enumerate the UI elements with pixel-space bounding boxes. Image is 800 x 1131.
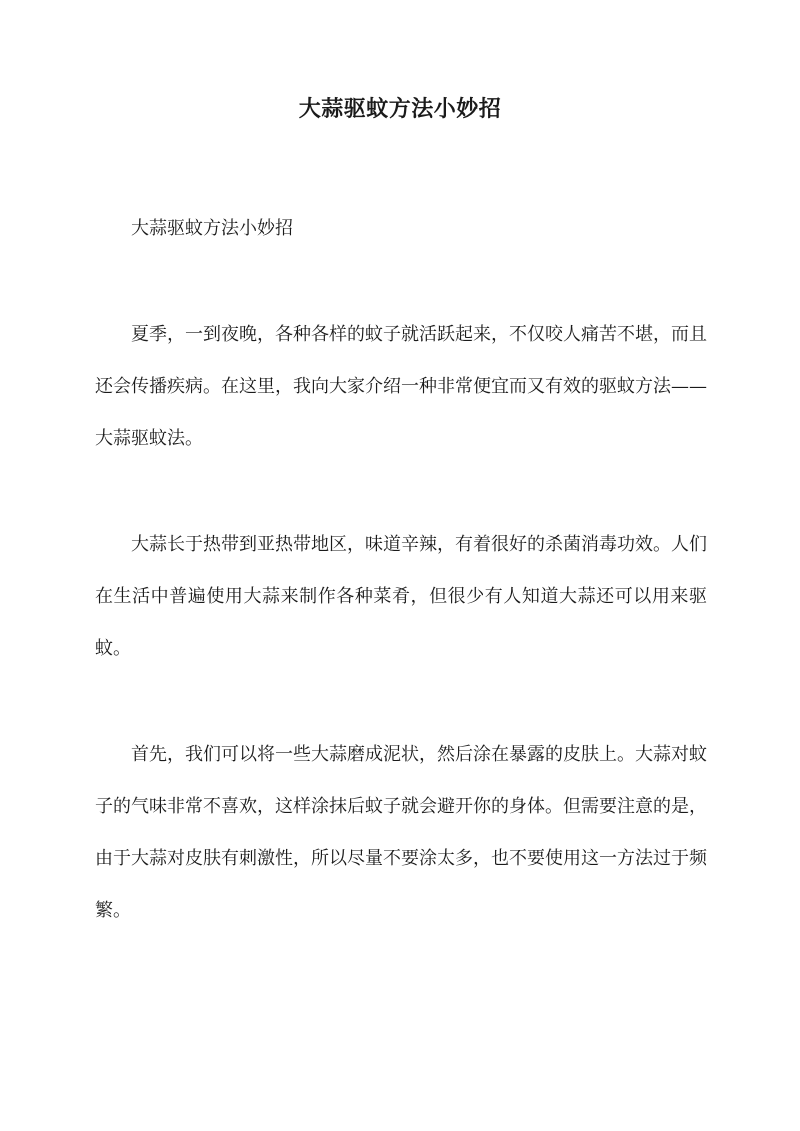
document-title: 大蒜驱蚊方法小妙招 bbox=[298, 96, 502, 122]
paragraph-intro: 夏季，一到夜晚，各种各样的蚊子就活跃起来，不仅咬人痛苦不堪，而且还会传播疾病。在这里，我向大家介绍一种非常便宜而又有效的驱蚊方法——大蒜驱蚊法。 bbox=[95, 324, 707, 449]
paragraph-method: 首先，我们可以将一些大蒜磨成泥状，然后涂在暴露的皮肤上。大蒜对蚊子的气味非常不喜欢，这样涂抹后蚊子就会避开你的身体。但需要注意的是，由于大蒜对皮肤有刺激性，所以尽量不要涂太多，也不要使用这一方法过于频繁。 bbox=[95, 744, 707, 921]
paragraph-subtitle: 大蒜驱蚊方法小妙招 bbox=[131, 218, 293, 239]
paragraph-garlic-background: 大蒜长于热带到亚热带地区，味道辛辣，有着很好的杀菌消毒功效。人们在生活中普遍使用大蒜来制作各种菜肴，但很少有人知道大蒜还可以用来驱蚊。 bbox=[95, 534, 707, 659]
